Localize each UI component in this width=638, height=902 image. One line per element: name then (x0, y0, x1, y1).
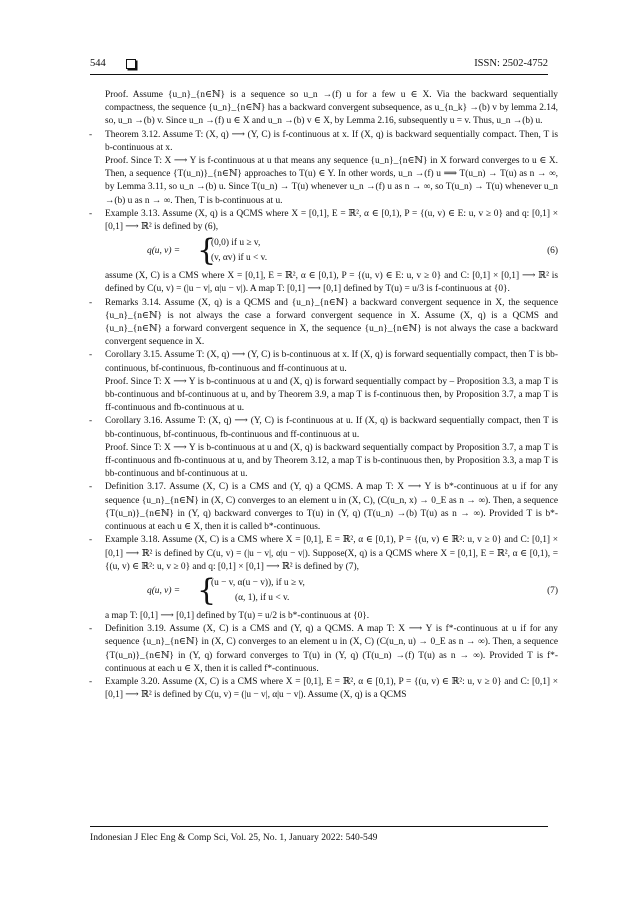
footer-citation: Indonesian J Elec Eng & Comp Sci, Vol. 25, No. 1, January 2022: 540-549 (90, 832, 378, 843)
equation-case: (u − v, α(u − v)), if u ≥ v, (211, 577, 305, 588)
corollary-3-15: - Corollary 3.15. Assume T: (X, q) ⟶ (Y, C) is b-continuous at x. If (X, q) is forward sequentially compact, then T is bb-continuous, bf-continuous, fb-continuous and ff-continuous at u. Proof. Since T: X ⟶ Y is b-continuous at u and (X, q) is forward sequentially compact by – Proposition 3.3, a map T is bb-continuous and bf-continuous at u, and by Theorem 3.9, a map T is f-continuous then, by Proposition 3.7, a map T is ff-continuous and fb-continuous at u. (88, 349, 558, 415)
paragraph: Definition 3.17. Assume (X, C) is a CMS and (Y, q) a QCMS. A map T: X ⟶ Y is b*-continuous at u if for any sequence {u_n}_{n∈ℕ} in (X, C) converges to an element u in (X, C), (C(u_n, x) → 0_E as n → ∞). Then, a sequence {T(u_n)}_{n∈ℕ} in (Y, q) backward converges to T(u) in (Y, q) (T(u_n) →(b) T(u) as n → ∞). Provided T is b*-continuous at each u ∈ X, then it is called b*-continuous. (105, 482, 558, 533)
paragraph: Remarks 3.14. Assume (X, q) is a QCMS and {u_n}_{n∈ℕ} a backward convergent sequence in X, the sequence {u_n}_{n∈ℕ} is not always the case a forward convergent sequence in X. Assume (X, q) is a QCMS and {u_n}_{n∈ℕ} a forward convergent sequence in X, the sequence {u_n}_{n∈ℕ} is not always the case a backward convergent sequence in X. (105, 297, 558, 348)
paragraph: assume (X, C) is a CMS where X = [0,1], E = ℝ², α ∈ [0,1), P = {(u, v) ∈ E: u, v ≥ 0} and C: [0,1] × [0,1] ⟶ ℝ² is defined by C(u, v) = (|u − v|, α|u − v|). A map T: [0,1] ⟶ [0,1] defined by T(u) = u/3 is f-continuous at {0}. (105, 271, 558, 295)
body-text (88, 89, 558, 702)
equation-6 (105, 234, 558, 270)
equation-case: (0,0) if u ≥ v, (211, 238, 261, 249)
example-3-13: - Example 3.13. Assume (X, q) is a QCMS where X = [0,1], E = ℝ², α ∈ [0,1), P = {(u, v) ∈ E: u, v ≥ 0} and q: [0,1] × [0,1] ⟶ ℝ² is defined by (6), q(u, v) = { (0,0) if u ≥ v, (v, αv) if u < v. (6) assume (X, C) is a CMS where X = [0,1], E = ℝ², α ∈ [0,1), P = {(u, v) ∈ E: u, v ≥ 0} and C: [0,1] × [0,1] ⟶ ℝ² is defined by C(u, v) = (|u − v|, α|u − v|). A map T: [0,1] ⟶ [0,1] defined by T(u) = u/3 is f-continuous at {0}. (88, 208, 558, 297)
page-number: 544 (90, 58, 106, 69)
paragraph: Example 3.18. Assume (X, C) is a CMS where X = [0,1], E = ℝ², α ∈ [0,1), P = {(u, v) ∈ ℝ²: u, v ≥ 0} and C: [0,1] × [0,1] ⟶ ℝ² is defined by C(u, v) = (|u − v|, α|u − v|). Suppose(X, q) is a QCMS where X = [0,1], E = ℝ², α ∈ [0,1), = {(u, v) ∈ ℝ²: u, v ≥ 0} and q: [0,1] × [0,1] ⟶ ℝ² is defined by (7), (105, 535, 558, 572)
paragraph: Proof. Assume {u_n}_{n∈ℕ} is a sequence so u_n →(f) u for a few u ∈ X. Via the backward sequentially compactness, the sequence {u_n}_{n∈ℕ} has a backward convergent subsequence, as u_{n_k} →(b) v by lemma 2.14, so, u_n →(b) v. Since u_n →(f) u ∈ X and u_n →(b) v ∈ X, by Lemma 2.16, subsequently u = v. Thus, u_n →(b) u. (105, 90, 558, 127)
paragraph: Proof. Since T: X ⟶ Y is b-continuous at u and (X, q) is backward sequentially compact by Proposition 3.7, a map T is ff-continuous and fb-continuous at u, and by Theorem 3.12, a map T is b-continuous then, by Proposition 3.3, a map T is bb-continuous and bf-continuous at u. (105, 442, 558, 480)
equation-lhs: q(u, v) = (147, 246, 181, 257)
definition-3-17: - Definition 3.17. Assume (X, C) is a CMS and (Y, q) a QCMS. A map T: X ⟶ Y is b*-continuous at u if for any sequence {u_n}_{n∈ℕ} in (X, C) converges to an element u in (X, C), (C(u_n, x) → 0_E as n → ∞). Then, a sequence {T(u_n)}_{n∈ℕ} in (Y, q) backward converges to T(u) in (Y, q) (T(u_n) →(b) T(u) as n → ∞). Provided T is b*-continuous at each u ∈ X, then it is called b*-continuous. (88, 481, 558, 534)
equation-lhs: q(u, v) = (147, 585, 181, 596)
example-3-18: - Example 3.18. Assume (X, C) is a CMS where X = [0,1], E = ℝ², α ∈ [0,1), P = {(u, v) ∈ ℝ²: u, v ≥ 0} and C: [0,1] × [0,1] ⟶ ℝ² is defined by C(u, v) = (|u − v|, α|u − v|). Suppose(X, q) is a QCMS where X = [0,1], E = ℝ², α ∈ [0,1), = {(u, v) ∈ ℝ²: u, v ≥ 0} and q: [0,1] × [0,1] ⟶ ℝ² is defined by (7), q(u, v) = { (u − v, α(u − v)), if u ≥ v, (α, 1), if u < v. (7) a map T: [0,1] ⟶ [0,1] defined by T(u) = u/2 is b*-continuous at {0}. (88, 534, 558, 623)
left-brace: { (197, 572, 217, 608)
remarks-3-14: - Remarks 3.14. Assume (X, q) is a QCMS and {u_n}_{n∈ℕ} a backward convergent sequence in X, the sequence {u_n}_{n∈ℕ} is not always the case a forward convergent sequence in X. Assume (X, q) is a QCMS and {u_n}_{n∈ℕ} a forward convergent sequence in X, the sequence {u_n}_{n∈ℕ} is not always the case a backward convergent sequence in X. (88, 297, 558, 350)
equation-case: (v, αv) if u < v. (211, 253, 268, 264)
equation-number: (7) (547, 585, 558, 596)
left-brace: { (197, 233, 217, 269)
corollary-3-16: - Corollary 3.16. Assume T: (X, q) ⟶ (Y, C) is f-continuous at u. If (X, q) is backward sequentially compact, then T is bb-continuous, bf-continuous, fb-continuous and ff-continuous at u. Proof. Since T: X ⟶ Y is b-continuous at u and (X, q) is backward sequentially compact by Proposition 3.7, a map T is ff-continuous and fb-continuous at u, and by Theorem 3.12, a map T is b-continuous then, by Proposition 3.3, a map T is bb-continuous and bf-continuous at u. (88, 415, 558, 481)
square-icon (126, 59, 136, 69)
proof-lemma (88, 89, 558, 129)
equation-case: (α, 1), if u < v. (235, 592, 290, 603)
paragraph: Corollary 3.16. Assume T: (X, q) ⟶ (Y, C) is f-continuous at u. If (X, q) is backward sequentially compact, then T is bb-continuous, bf-continuous, fb-continuous and ff-continuous at u. (105, 416, 558, 440)
equation-number: (6) (547, 246, 558, 257)
paragraph: Corollary 3.15. Assume T: (X, q) ⟶ (Y, C) is b-continuous at x. If (X, q) is forward sequentially compact, then T is bb-continuous, bf-continuous, fb-continuous and ff-continuous at u. (105, 350, 558, 374)
paragraph: Example 3.13. Assume (X, q) is a QCMS where X = [0,1], E = ℝ², α ∈ [0,1), P = {(u, v) ∈ E: u, v ≥ 0} and q: [0,1] × [0,1] ⟶ ℝ² is defined by (6), (105, 208, 558, 233)
definition-3-19: - Definition 3.19. Assume (X, C) is a CMS and (Y, q) a QCMS. A map T: X ⟶ Y is f*-continuous at u if for any sequence {u_n}_{n∈ℕ} in (X, C) converges to an element u in (X, C) (C(u_n, u) → 0_E as n → ∞). Then, a sequence {T(u_n)}_{n∈ℕ} in (Y, q) forward converges to T(u) in (Y, q) (T(u_n) →(f) T(u) as n → ∞). Provided T is f*-continuous at each u ∈ X, then it is called f*-continuous. (88, 623, 558, 676)
page-header (90, 58, 548, 74)
paragraph: Theorem 3.12. Assume T: (X, q) ⟶ (Y, C) is f-continuous at x. If (X, q) is backward sequentially compact. Then, T is b-continuous at x. (105, 129, 558, 153)
paragraph: Proof. Since T: X ⟶ Y is b-continuous at u and (X, q) is forward sequentially compact by – Proposition 3.3, a map T is bb-continuous and bf-continuous at u, and by Theorem 3.9, a map T is f-continuous then, by Proposition 3.7, a map T is ff-continuous and fb-continuous at u. (105, 376, 558, 414)
issn: ISSN: 2502-4752 (474, 58, 548, 69)
paragraph: a map T: [0,1] ⟶ [0,1] defined by T(u) = u/2 is b*-continuous at {0}. (105, 610, 370, 621)
equation-7 (105, 574, 558, 610)
theorem-3-12: - Theorem 3.12. Assume T: (X, q) ⟶ (Y, C) is f-continuous at x. If (X, q) is backward sequentially compact. Then, T is b-continuous at x. Proof. Since T: X ⟶ Y is f-continuous at u that means any sequence {u_n}_{n∈ℕ} in X forward converges to u ∈ X. Then, a sequence {T(u_n)}_{n∈ℕ} approaches to T(u) ∈ Y. In other words, u_n →(f) u ⟹ T(u_n) → T(u) as n → ∞, by Lemma 3.11, so u_n →(b) u. Since T(u_n) → T(u) whenever u_n →(f) u as n → ∞, so T(u_n) → T(u) whenever u_n →(b) u as n → ∞. Then, T is b-continuous at u. (88, 129, 558, 208)
example-3-20: - Example 3.20. Assume (X, C) is a CMS where X = [0,1], E = ℝ², α ∈ [0,1), P = {(u, v) ∈ ℝ²: u, v ≥ 0} and C: [0,1] × [0,1] ⟶ ℝ² is defined by C(u, v) = (|u − v|, α|u − v|). Assume (X, q) is a QCMS (88, 676, 558, 702)
paragraph: Example 3.20. Assume (X, C) is a CMS where X = [0,1], E = ℝ², α ∈ [0,1), P = {(u, v) ∈ ℝ²: u, v ≥ 0} and C: [0,1] × [0,1] ⟶ ℝ² is defined by C(u, v) = (|u − v|, α|u − v|). Assume (X, q) is a QCMS (105, 676, 558, 701)
footer-rule (90, 826, 548, 827)
header-rule (90, 74, 548, 75)
paragraph: Proof. Since T: X ⟶ Y is f-continuous at u that means any sequence {u_n}_{n∈ℕ} in X forward converges to u ∈ X. Then, a sequence {T(u_n)}_{n∈ℕ} approaches to T(u) ∈ Y. In other words, u_n →(f) u ⟹ T(u_n) → T(u) as n → ∞, by Lemma 3.11, so u_n →(b) u. Since T(u_n) → T(u) whenever u_n →(f) u as n → ∞, so T(u_n) → T(u) whenever u_n →(b) u as n → ∞. Then, T is b-continuous at u. (105, 156, 558, 206)
paragraph: Definition 3.19. Assume (X, C) is a CMS and (Y, q) a QCMS. A map T: X ⟶ Y is f*-continuous at u if for any sequence {u_n}_{n∈ℕ} in (X, C) converges to an element u in (X, C) (C(u_n, u) → 0_E as n → ∞). Then, a sequence {T(u_n)}_{n∈ℕ} in (Y, q) forward converges to T(u) in (Y, q) (T(u_n) →(f) T(u) as n → ∞). Provided T is f*-continuous at each u ∈ X, then it is called f*-continuous. (105, 624, 558, 674)
